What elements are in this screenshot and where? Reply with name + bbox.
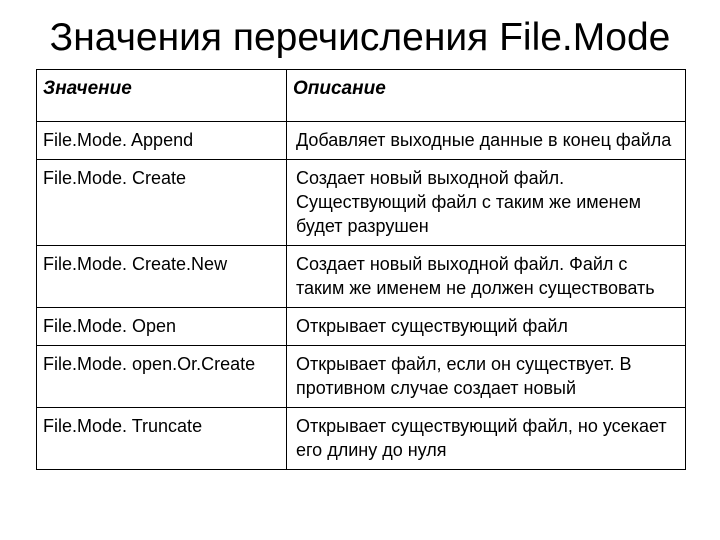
cell-value: File.Mode. Create [37,160,287,246]
header-value: Значение [37,70,287,122]
cell-description: Открывает существующий файл [287,308,686,346]
filemode-table [36,69,686,470]
page-title: Значения перечисления File.Mode [49,16,671,59]
cell-value: File.Mode. Truncate [37,408,287,470]
cell-description: Создает новый выходной файл. Существующий файл с таким же именем будет разрушен [287,160,686,246]
cell-value: File.Mode. open.Or.Create [37,346,287,408]
cell-value: File.Mode. Create.New [37,246,287,308]
cell-description: Открывает файл, если он существует. В противном случае создает новый [287,346,686,408]
table-row [37,122,686,160]
cell-value: File.Mode. Open [37,308,287,346]
cell-description: Добавляет выходные данные в конец файла [287,122,686,160]
cell-value: File.Mode. Append [37,122,287,160]
cell-description: Создает новый выходной файл. Файл с таким же именем не должен существовать [287,246,686,308]
cell-description: Открывает существующий файл, но усекает его длину до нуля [287,408,686,470]
table-row [37,346,686,408]
table-row [37,160,686,246]
table-row [37,408,686,470]
header-description: Описание [287,70,686,122]
table-row [37,246,686,308]
table-row [37,308,686,346]
table-header-row [37,70,686,122]
